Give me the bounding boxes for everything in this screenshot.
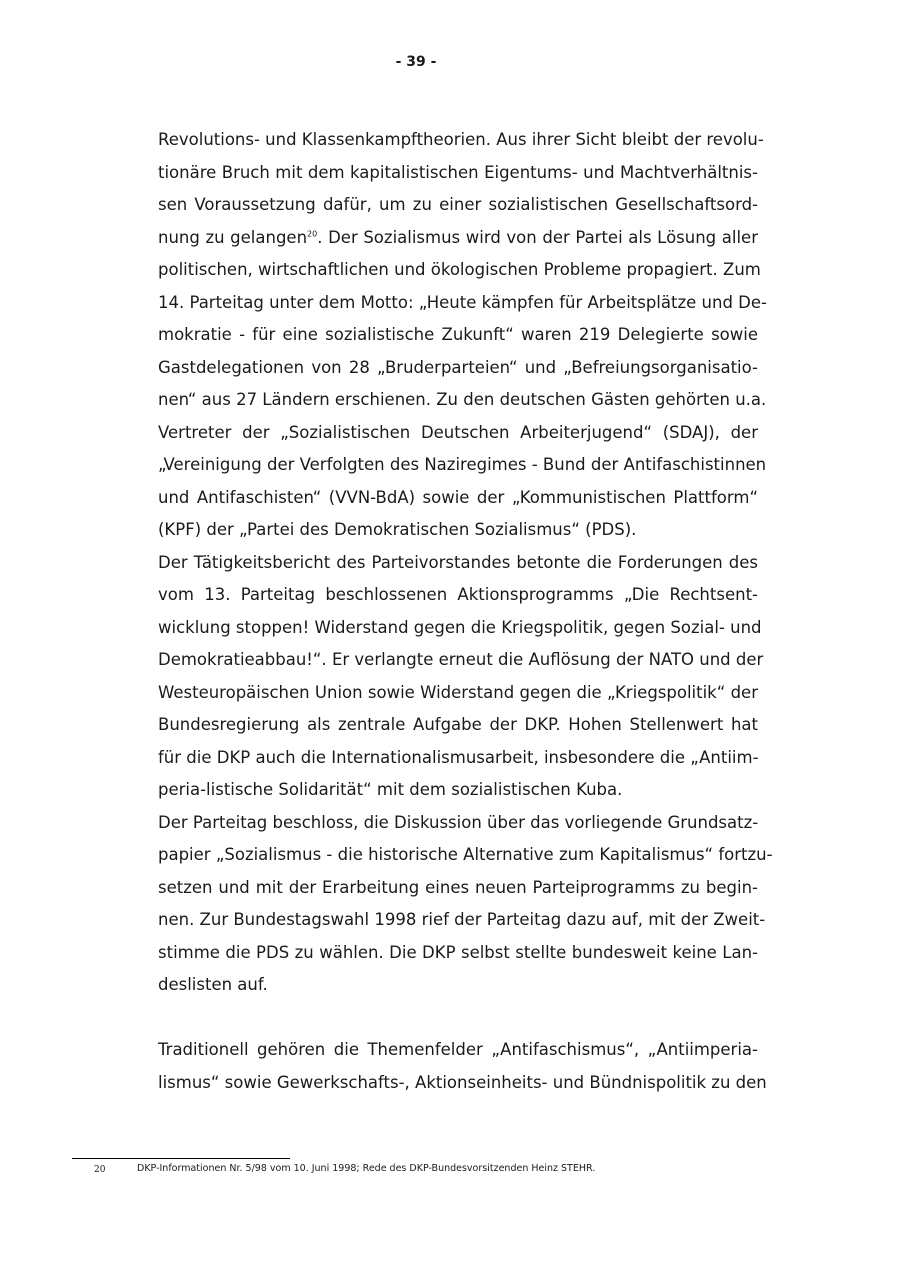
text-line: stimme die PDS zu wählen. Die DKP selbst stellte bundesweit keine Lan- xyxy=(158,942,758,962)
text-line xyxy=(158,222,758,255)
paragraph xyxy=(158,547,764,807)
text-line: wicklung stoppen! Widerstand gegen die Kriegspolitik, gegen Sozial- und xyxy=(158,617,762,637)
text-line: sen Voraussetzung dafür, um zu einer sozialistischen Gesellschaftsord- xyxy=(158,195,758,214)
text-line: und Antifaschisten“ (VVN-BdA) sowie der „Kommunistischen Plattform“ xyxy=(158,487,758,507)
text-line: Revolutions- und Klassenkampftheorien. Aus ihrer Sicht bleibt der revolu- xyxy=(158,130,764,149)
text-line: deslisten auf. xyxy=(158,975,268,994)
text-line: vom 13. Parteitag beschlossenen Aktionsprogramms „Die Rechtsent- xyxy=(158,585,758,604)
text-line: Westeuropäischen Union sowie Widerstand gegen die „Kriegspolitik“ der xyxy=(158,682,758,702)
text-line: für die DKP auch die Internationalismusarbeit, insbesondere die „Antiim- xyxy=(158,747,759,767)
text-line: Vertreter der „Sozialistischen Deutschen Arbeiterjugend“ (SDAJ), der xyxy=(158,422,758,442)
paragraph xyxy=(158,1034,767,1099)
text-line: papier „Sozialismus - die historische Alternative zum Kapitalismus“ fortzu- xyxy=(158,845,773,864)
text-line: tionäre Bruch mit dem kapitalistischen Eigentums- und Machtverhältnis- xyxy=(158,162,758,182)
text-line: mokratie - für eine sozialistische Zukunft“ waren 219 Delegierte sowie xyxy=(158,325,758,344)
text-line: „Vereinigung der Verfolgten des Naziregimes - Bund der Antifaschistinnen xyxy=(158,455,767,474)
paragraph-gap xyxy=(158,1002,758,1035)
text-line: politischen, wirtschaftlichen und ökologischen Probleme propagiert. Zum xyxy=(158,260,761,279)
text-line: setzen und mit der Erarbeitung eines neuen Parteiprogramms zu begin- xyxy=(158,877,758,897)
text-line: Bundesregierung als zentrale Aufgabe der DKP. Hohen Stellenwert hat xyxy=(158,715,758,734)
footnote-reference[interactable]: 20 xyxy=(307,229,318,238)
paragraph xyxy=(158,807,773,1002)
footnote-text: DKP-Informationen Nr. 5/98 vom 10. Juni 1998; Rede des DKP-Bundesvorsitzenden Heinz STEHR. xyxy=(137,1163,596,1174)
text-line: (KPF) der „Partei des Demokratischen Sozialismus“ (PDS). xyxy=(158,520,637,539)
text-line: Gastdelegationen von 28 „Bruderparteien“ und „Befreiungsorganisatio- xyxy=(158,357,758,377)
text-line: nen“ aus 27 Ländern erschienen. Zu den deutschen Gästen gehörten u.a. xyxy=(158,390,767,409)
text-line: peria-listische Solidarität“ mit dem sozialistischen Kuba. xyxy=(158,780,623,799)
footnote-separator xyxy=(72,1158,290,1159)
text-line: lismus“ sowie Gewerkschafts-, Aktionseinheits- und Bündnispolitik zu den xyxy=(158,1072,767,1092)
text-line: Der Tätigkeitsbericht des Parteivorstandes betonte die Forderungen des xyxy=(158,552,758,572)
text-line: nen. Zur Bundestagswahl 1998 rief der Parteitag dazu auf, mit der Zweit- xyxy=(158,910,766,929)
text-fragment: . Der Sozialismus wird von der Partei als Lösung aller xyxy=(317,227,758,247)
text-fragment: nung zu gelangen xyxy=(158,227,308,247)
body-text xyxy=(158,124,773,1099)
footnote-number: 20 xyxy=(94,1165,106,1175)
text-line: Traditionell gehören die Themenfelder „Antifaschismus“, „Antiimperia- xyxy=(158,1040,758,1059)
page-number: - 39 - xyxy=(395,54,437,70)
paragraph xyxy=(158,124,767,547)
text-line: Demokratieabbau!“. Er verlangte erneut die Auflösung der NATO und der xyxy=(158,650,764,669)
text-line: 14. Parteitag unter dem Motto: „Heute kämpfen für Arbeitsplätze und De- xyxy=(158,292,767,312)
text-line: Der Parteitag beschloss, die Diskussion über das vorliegende Grundsatz- xyxy=(158,812,759,832)
